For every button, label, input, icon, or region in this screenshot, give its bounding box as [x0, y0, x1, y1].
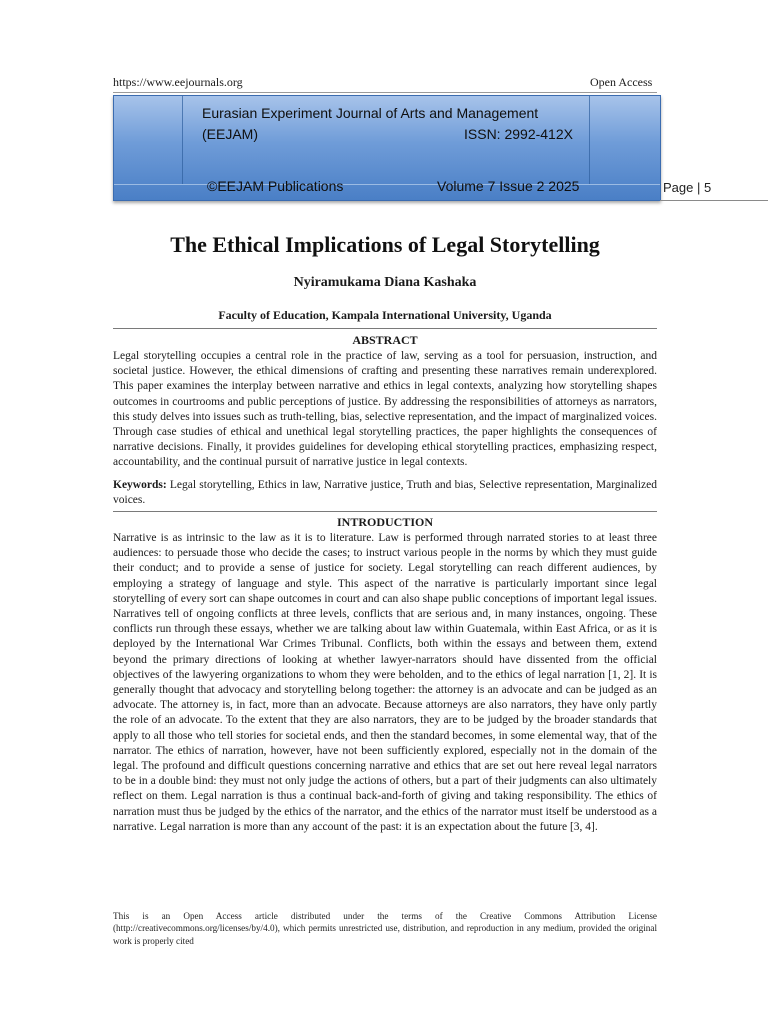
article-title: The Ethical Implications of Legal Storytelling — [170, 232, 600, 257]
keywords — [113, 478, 657, 508]
keywords-label: Keywords: — [113, 479, 167, 491]
journal-url[interactable]: https://www.eejournals.org — [113, 75, 243, 89]
journal-abbreviation: (EEJAM) — [202, 126, 258, 142]
abstract-text: Legal storytelling occupies a central role in the practice of law, serving as a tool for persuasion, instruction, and societal justice. However, the ethical dimensions of crafting and presenting these narratives remain underexplored. This paper examines the interplay between narrative and ethics in legal contexts, analyzing how storytelling shapes outcomes in courtrooms and public perceptions of justice. By addressing the responsibilities of attorneys as narrators, this study delves into issues such as truth-telling, bias, selective representation, and the impact of marginalized voices. Through case studies of ethical and unethical legal storytelling practices, the paper highlights the consequences of narrative decisions. Finally, it provides guidelines for developing ethical storytelling practices, emphasizing respect, accountability, and the continual pursuit of narrative justice in legal contexts. — [113, 350, 657, 469]
open-access-label: Open Access — [590, 75, 653, 89]
banner-divider-right — [589, 96, 590, 184]
header-divider — [113, 92, 657, 93]
introduction-heading: INTRODUCTION — [336, 515, 433, 529]
page-number-rule — [660, 200, 768, 201]
journal-banner — [113, 95, 661, 201]
publisher: ©EEJAM Publications — [207, 178, 344, 194]
journal-title: Eurasian Experiment Journal of Arts and Management — [202, 105, 539, 121]
author-name: Nyiramukama Diana Kashaka — [293, 275, 477, 290]
introduction-text: Narrative is as intrinsic to the law as it is to literature. Law is performed through narrated stories to at least three audiences: to persuade those who decide the cases; to instruct various people in the norms by which they must guide their conduct; and to provide a sense of justice for society. Legal storytelling can reach different audiences, by employing a strategy of language and style. This aspect of the narrative is particularly important since legal storytelling of every sort can shape outcomes in court and can also shape public conceptions of important legal issues. Narratives tell of ongoing conflicts at three levels, conflicts that are serious and, in many instances, ongoing. These conflicts run through these essays, whether we are talking about law within Guatemala, within East Africa, or as it is deployed by the International War Crimes Tribunal. Conflicts, both within the essays and between them, extend beyond the primary directions of looking at whether lawyer-narrators should have dissented from the official objectives of the lawyering organizations to whom they were beholden, and to the ethics of legal narration [1, 2]. It is generally thought that advocacy and storytelling belong together: the attorney is an advocate and can be judged as an advocate. The attorney is, in fact, more than an advocate. Because attorneys are also narrators, they have only partly the role of an advocate. To the extent that they are also narrators, they are to be judged by the broader standards that apply to all those who tell stories for societal ends, and then the standard becomes, in some elemental way, that of the narrator. The ethics of narration, however, have not been sufficiently explored, especially not in the domain of the legal. The profound and difficult questions concerning narrative and ethics that are set out here reveal legal narrators to be in a double bind: they must not only judge the actions of others, but a part of their judgments can also ultimately reflect on them. Legal narration is thus a continual back-and-forth of giving and taking responsibility. The ethics of narration must thus be judged by the ethics of the narrator, and the ethics of the narrator must itself be understood as a narrative. Legal narration is more than any account of the past: it is an expectation about the future [3, 4]. — [113, 532, 657, 833]
author-affiliation: Faculty of Education, Kampala International University, Uganda — [218, 308, 552, 322]
intro-rule-top — [113, 511, 657, 512]
volume-issue: Volume 7 Issue 2 2025 — [437, 178, 580, 194]
license-footer: This is an Open Access article distributed under the terms of the Creative Commons Attribution License (http://creativecommons.org/licenses/by/4.0), which permits unrestricted use, distribution, and reproduction in any medium, provided the original work is properly cited — [113, 911, 657, 946]
journal-issn: ISSN: 2992-412X — [464, 126, 573, 142]
page-number: Page | 5 — [663, 180, 712, 195]
abstract-heading: ABSTRACT — [352, 333, 418, 347]
banner-divider-left — [182, 96, 183, 184]
keywords-list: Legal storytelling, Ethics in law, Narrative justice, Truth and bias, Selective representation, Marginalized voices. — [113, 479, 658, 507]
abstract-rule-top — [113, 328, 657, 329]
